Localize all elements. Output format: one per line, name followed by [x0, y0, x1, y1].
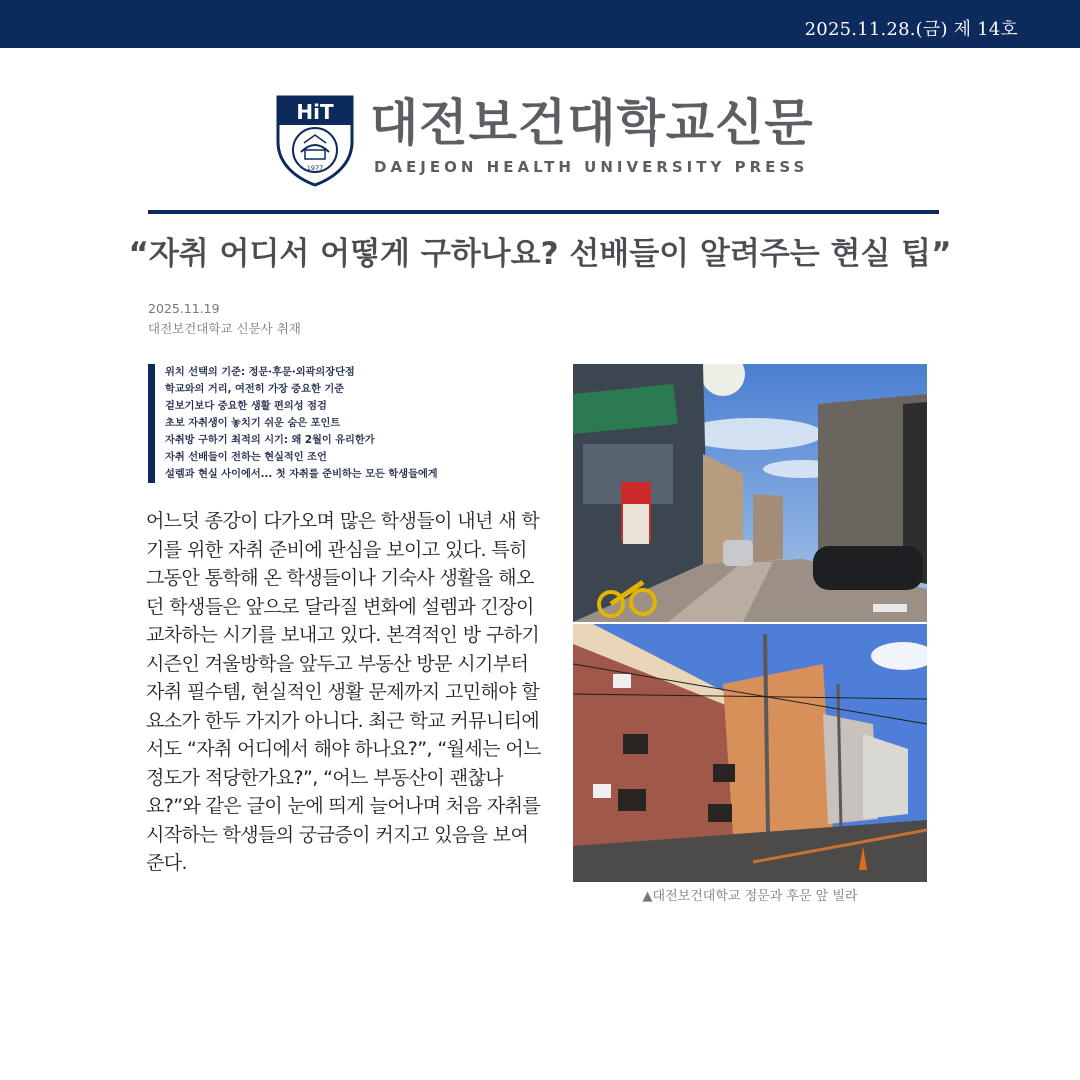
newspaper-name-ko: 대전보건대학교신문 [370, 94, 814, 152]
summary-item: 위치 선택의 기준: 정문·후문·외곽의장단점 [165, 367, 355, 378]
summary-box [148, 364, 548, 483]
summary-item: 초보 자취생이 놓치기 쉬운 숨은 포인트 [165, 418, 341, 429]
street-photo-main-gate [573, 364, 927, 622]
header-divider [148, 210, 939, 214]
article-date: 2025.11.19 [148, 301, 220, 316]
masthead [274, 94, 814, 190]
svg-text:1977: 1977 [306, 164, 324, 172]
summary-item: 설렘과 현실 사이에서... 첫 자취를 준비하는 모든 학생들에게 [165, 469, 438, 480]
svg-text:HiT: HiT [296, 100, 334, 124]
summary-item: 자취 선배들이 전하는 현실적인 조언 [165, 452, 327, 463]
article-source: 대전보건대학교 신문사 취재 [148, 321, 301, 336]
newspaper-name-en: DAEJEON HEALTH UNIVERSITY PRESS [374, 158, 809, 176]
street-photo-back-gate [573, 624, 927, 882]
article-headline: “자취 어디서 어떻게 구하나요? 선배들이 알려주는 현실 팁” [128, 236, 952, 272]
summary-item: 자취방 구하기 최적의 시기: 왜 2월이 유리한가 [165, 435, 375, 446]
top-bar [0, 0, 1080, 48]
university-logo [274, 94, 356, 188]
issue-date: 2025.11.28.(금) 제 14호 [804, 19, 1018, 40]
photo-caption: ▲대전보건대학교 정문과 후문 앞 빌라 [642, 889, 858, 904]
summary-item: 겉보기보다 중요한 생활 편의성 점검 [165, 401, 327, 412]
article-body: 어느덧 종강이 다가오며 많은 학생들이 내년 새 학기를 위한 자취 준비에 관심을 보이고 있다. 특히 그동안 통학해 온 학생들이나 기숙사 생활을 해오던 학생들은 앞으로 달라질 변화에 설렘과 긴장이 교차하는 시기를 보내고 있다. 본격적인 방 구하기 시즌인 겨울방학을 앞두고 부동산 방문 시기부터 자취 필수템, 현실적인 생활 문제까지 고민해야 할 요소가 한두 가지가 아니다. 최근 학교 커뮤니티에서도 “자취 어디에서 해야 하나요?”, “월세는 어느 정도가 적당한가요?”, “어느 부동산이 괜찮나요?”와 같은 글이 눈에 띄게 늘어나며 처음 자취를 시작하는 학생들의 궁금증이 커지고 있음을 보여준다. [146, 510, 541, 874]
summary-item: 학교와의 거리, 여전히 가장 중요한 기준 [165, 384, 345, 395]
